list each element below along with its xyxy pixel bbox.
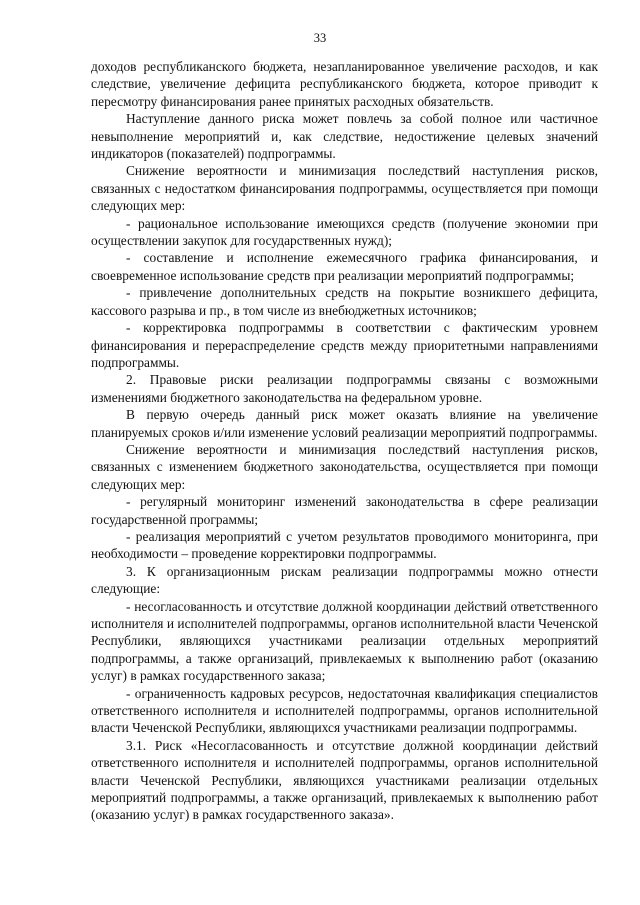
list-item: - реализация мероприятий с учетом результатов проводимого мониторинга, при необходимости – проведение корректировки подпрограммы. [91,528,598,562]
list-item: - рациональное использование имеющихся средств (получение экономии при осуществлении закупок для государственных нужд); [91,215,598,249]
paragraph: Снижение вероятности и минимизация последствий наступления рисков, связанных с недостатком финансирования подпрограммы, осуществляется при помощи следующих мер: [91,163,598,214]
paragraph: 3. К организационным рискам реализации подпрограммы можно отнести следующие: [91,563,598,597]
list-item: - регулярный мониторинг изменений законодательства в сфере реализации государственной программы; [91,494,598,527]
paragraph: Наступление данного риска может повлечь за собой полное или частичное невыполнение мероприятий и, как следствие, недостижение целевых значений индикаторов (показателей) подпрограммы. [91,111,598,162]
list-item: - привлечение дополнительных средств на покрытие возникшего дефицита, кассового разрыва и пр., в том числе из внебюджетных источников; [91,285,598,318]
list-item: - несогласованность и отсутствие должной координации действий ответственного исполнителя и исполнителей подпрограммы, органов исполнительной власти Чеченской Республики, являющихся участниками реализации отдельных мероприятий подпрограммы, а также организаций, привлекаемых к выполнению работ (оказанию услуг) в рамках государственного заказа; [91,598,598,684]
paragraph: доходов республиканского бюджета, незапланированное увеличение расходов, и как следствие, увеличение дефицита республиканского бюджета, которое приводит к пересмотру финансирования ранее принятых расходных обязательств. [91,59,598,109]
page-number: 33 [313,31,327,45]
paragraph: Снижение вероятности и минимизация последствий наступления рисков, связанных с изменением бюджетного законодательства, осуществляется при помощи следующих мер: [91,441,598,492]
list-item: - корректировка подпрограммы в соответствии с фактическим уровнем финансирования и перераспределение средств между приоритетными направлениями подпрограммы. [91,320,598,370]
document-body [91,58,598,824]
paragraph: В первую очередь данный риск может оказать влияние на увеличение планируемых сроков и/или изменение условий реализации мероприятий подпрограммы. [91,407,598,440]
list-item: - ограниченность кадровых ресурсов, недостаточная квалификация специалистов ответственного исполнителя и исполнителей подпрограммы, органов исполнительной власти Чеченской Республики, являющихся участниками реализации подпрограммы. [91,685,598,736]
paragraph: 3.1. Риск «Несогласованность и отсутствие должной координации действий ответственного исполнителя и исполнителей подпрограммы, органов исполнительной власти Чеченской Республики, являющихся участниками реализации отдельных мероприятий подпрограммы, а также организаций, привлекаемых к выполнению работ (оказанию услуг) в рамках государственного заказа». [91,737,598,823]
paragraph: 2. Правовые риски реализации подпрограммы связаны с возможными изменениями бюджетного законодательства на федеральном уровне. [91,372,598,405]
list-item: - составление и исполнение ежемесячного графика финансирования, и своевременное использование средств при реализации мероприятий подпрограммы; [91,250,598,283]
